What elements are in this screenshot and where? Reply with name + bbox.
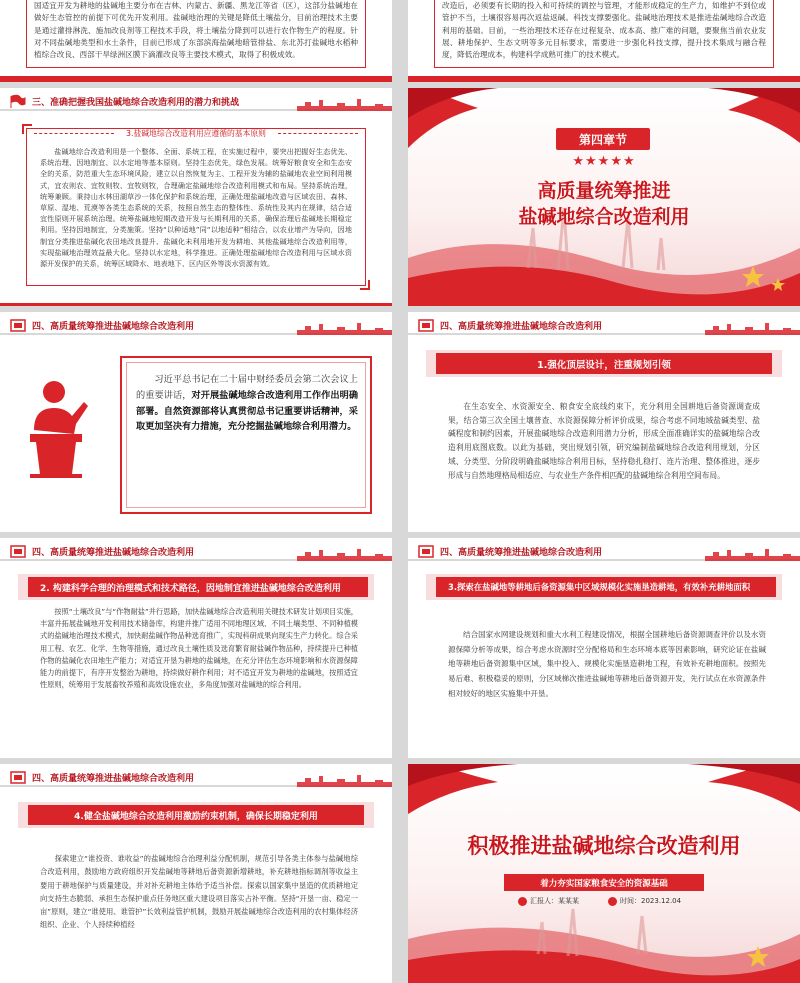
- section-title: 四、高质量统筹推进盐碱地综合改造利用: [440, 548, 603, 558]
- flag-icon: [10, 318, 26, 333]
- closing-title: 积极推进盐碱地综合改造利用: [467, 833, 741, 858]
- flag-icon: [418, 544, 434, 559]
- slide-4[interactable]: [408, 88, 800, 306]
- box-title: 3.盐碱地综合改造利用应遵循的基本原则: [126, 129, 266, 138]
- body-text: 国适宜开发为耕地的盐碱地主要分布在吉林、内蒙古、新疆、黑龙江等省（区），这部分盐碱地在做好生态管控的前提下可优先开发利用。盐碱地治理的关键是降低土壤盐分，目前治理技术主要是通过灌排淋洗、施加改良剂等工程技术手段，将土壤盐分降到可以进行农作物生产的程度。针对不同盐碱地类型和水土条件，目前已形成了东部滨海盐碱地暗管排盐、东北苏打盐碱地水稻种植综合改良、西部干旱绿洲区膜下滴灌改良等主要技术模式，取得了积极成效。: [34, 1, 358, 60]
- slide-header: [408, 538, 800, 568]
- body-text: 按照“土壤改良”与“作物耐盐”并行思路，加快盐碱地综合改造利用关键技术研发计划项目实施，丰富并拓展盐碱地开发利用技术储备库，构建并推广适用不同地理区域、不同土壤类型、不同种植模式的盐碱地治理技术模式，加快耐盐碱作物品种选育推广，实现科研成果向现实生产力转化。综合采用工程、农艺、化学、生物等措施，通过改良土壤性质及选育繁育耐盐碱作物品种，持续提升已种植作物的盐碱化农田地生产能力；对适宜开垦为耕地的盐碱地，在充分评估生态环境影响和水资源保障能力的前提下，有序开发整治为耕地，持续做好耕作利用；对不适宜开发为耕地的盐碱地，按照适宜性原则，统筹用于发展畜牧养殖和高效设施农业，多角度加强对盐碱地的综合利用。: [40, 607, 358, 690]
- skyline-icon: [297, 546, 392, 561]
- skyline-icon: [297, 320, 392, 335]
- section-title: 三、准确把握我国盐碱地综合改造利用的潜力和挑战: [32, 98, 240, 108]
- date-line: [608, 896, 681, 906]
- slide-9[interactable]: [0, 764, 392, 983]
- slide-3[interactable]: [0, 88, 392, 306]
- skyline-icon: [705, 320, 800, 335]
- cover-title-line-1: 高质量统筹推进: [537, 180, 671, 202]
- slide-5[interactable]: [0, 312, 392, 532]
- date-text: 时间：2023.12.04: [620, 897, 682, 905]
- quote-bold: 对开展盐碱地综合改造利用工作作出明确部署。自然资源部将认真贯彻总书记重要讲话精神，采取更加坚决有力措施，充分挖掘盐碱地综合利用潜力。: [136, 389, 358, 433]
- person-icon: [518, 897, 527, 906]
- slide-header: [408, 312, 800, 342]
- flag-icon: [10, 94, 26, 109]
- section-title: 四、高质量统筹推进盐碱地综合改造利用: [32, 322, 195, 332]
- cover-title-line-2: 盐碱地综合改造利用: [518, 206, 690, 228]
- body-text: 盐碱地综合改造利用是一个整体、全面、系统工程，在实施过程中，要突出把握好生态优先、系统治理、因地制宜、以水定地等基本原则。坚持生态优先，绿色发展。统筹好粮食安全和生态安全的关系，防范重大生态环境风险，建立以自然恢复为主、工程开发为辅的盐碱地农业空间利用模式，宜农则农、宜牧则牧、宜牧则牧，合理确定盐碱地综合改造利用模式和布局。坚持系统治理，统筹兼顾。秉持山水林田湖草沙一体化保护和系统治理，正确处理盐碱地改造与区域农田、森林、草原、湿地、荒漠等各类生态系统的关系，按照自然生态的整体性、系统性及其内在规律，结合适宜性原则开展系统治理。统筹盐碱地短期改造开发与长期利用的关系，确保治理后盐碱地长期稳定利用。坚持因地制宜，分类施策。坚持“以种适地”同“以地适种”相结合，以农业增产为导向，因地制宜分类推进盐碱化农田地改良提升、盐碱化未利用地开发为耕地、其他盐碱地综合改造利用等，实现盐碱地治理效益最大化。坚持以水定地，科学推进。正确处理盐碱地综合改造利用与区域水资源开发保护的关系，统筹区域降水、地表地下、区内区外等淡水资源有效。: [40, 147, 352, 269]
- section-title: 四、高质量统筹推进盐碱地综合改造利用: [32, 548, 195, 558]
- bottom-rule: [408, 76, 800, 82]
- flag-icon: [418, 318, 434, 333]
- quote-text: [136, 372, 358, 502]
- closing-subtitle: 着力夯实国家粮食安全的资源基础: [504, 874, 704, 891]
- bottom-rule: [0, 76, 392, 82]
- body-text: 改造后，必须要有长期的投入和可持续的调控与管理，才能形成稳定的生产力，如维护不到位或管护不当，土壤很容易再次返盐返碱。科技支撑要强化。盐碱地治理技术是推进盐碱地综合改造利用的基础。目前，一些治理技术还存在过程复杂、成本高、推广难的问题，要聚焦当前农业发展、耕地保护、生态文明等多元目标要求，需要进一步强化科技支撑，提升技术集成与融合程度，降低治理成本，构建科学成熟可推广的技术模式。: [442, 1, 766, 60]
- clock-icon: [608, 897, 617, 906]
- body-text: 结合国家水网建设规划和重大水利工程建设情况，根据全国耕地后备资源调查评价以及水资源保障分析等成果，综合考虑水资源时空分配格局和生态环境本底等因素影响，研究论证在盐碱地等耕地后备资源集中区域，集中投入、规模化实施垦造耕地工程，有效补充耕地面积。按照先易后难、积极稳妥的原则，分区域梯次推进盐碱地等耕地后备资源开发，先行试点在水资源条件相对较好的地区实施集中开垦。: [448, 630, 766, 698]
- skyline-icon: [705, 546, 800, 561]
- flag-icon: [10, 770, 26, 785]
- slide-header: [0, 312, 392, 342]
- slide-header: [0, 764, 392, 794]
- corner-mark: [360, 280, 370, 290]
- skyline-icon: [297, 96, 392, 111]
- flag-icon: [10, 544, 26, 559]
- bottom-rule: [0, 303, 392, 306]
- slide-1[interactable]: [0, 0, 392, 82]
- reporter-line: [518, 896, 579, 906]
- slide-8[interactable]: [408, 538, 800, 758]
- quote-plain: 习近平总书记在二十届中财经委员会第二次会议上的重要讲话，: [136, 374, 358, 401]
- slide-header: [0, 88, 392, 118]
- reporter-text: 汇报人：某某某: [530, 897, 579, 905]
- chapter-badge: 第四章节: [556, 128, 650, 150]
- section-heading: 3.探索在盐碱地等耕地后备资源集中区域规模化实施垦造耕地，有效补充耕地面积: [436, 577, 776, 597]
- section-heading: 4.健全盐碱地综合改造利用激励约束机制，确保长期稳定利用: [28, 805, 364, 825]
- skyline-icon: [297, 772, 392, 787]
- speaker-podium-icon: [26, 378, 92, 478]
- body-text: 探索建立“谁投资、谁收益”的盐碱地综合治理利益分配机制，规范引导各类主体参与盐碱地综合改造利用，鼓励地方政府组织开发盐碱地等耕地后备资源新增耕地，补充耕地指标调剂等收益主要用于耕地保护与质量建设，并对补充耕地主体给予适当补偿。探索以国家集中垦造的优质耕地定向支持生态脆弱、承担生态保护重点任务地区重大建设项目落实占补平衡。坚持“开垦一亩、稳定一亩”原则，建立“谁使用、谁管护”长效利益管护机制，鼓励开展盐碱地综合改造利用的农村集体经济组织、企业、个人持续种植经: [40, 854, 358, 930]
- corner-mark: [22, 124, 32, 134]
- slide-2[interactable]: [408, 0, 800, 82]
- section-title: 四、高质量统筹推进盐碱地综合改造利用: [440, 322, 603, 332]
- slide-6[interactable]: [408, 312, 800, 532]
- section-heading: 1.强化顶层设计，注重规划引领: [436, 353, 772, 374]
- section-heading: 2. 构建科学合理的治理模式和技术路径，因地制宜推进盐碱地综合改造利用: [28, 577, 368, 597]
- section-title: 四、高质量统筹推进盐碱地综合改造利用: [32, 774, 195, 784]
- slide-header: [0, 538, 392, 568]
- slide-10[interactable]: [408, 764, 800, 983]
- stars-row: ★★★★★: [572, 154, 636, 169]
- body-text: 在生态安全、水资源安全、粮食安全底线约束下，充分利用全国耕地后备资源调查成果，结合第三次全国土壤普查、水资源保障分析评价成果，综合考虑不同地域盐碱类型、盐碱程度和制约因素，开展盐碱地综合改造利用潜力分析，形成全面准确详实的盐碱地综合改造利用底图底数。以此为基础，突出规划引领，研究编制盐碱地综合改造利用规划，分区域、分类型、分阶段明确盐碱地综合利用目标，坚持稳扎稳打、连片治理、整体推进，逐步形成与自然地理格局相适应、与农业生产条件相匹配的盐碱地综合利用空间布局。: [448, 402, 760, 480]
- slide-7[interactable]: [0, 538, 392, 758]
